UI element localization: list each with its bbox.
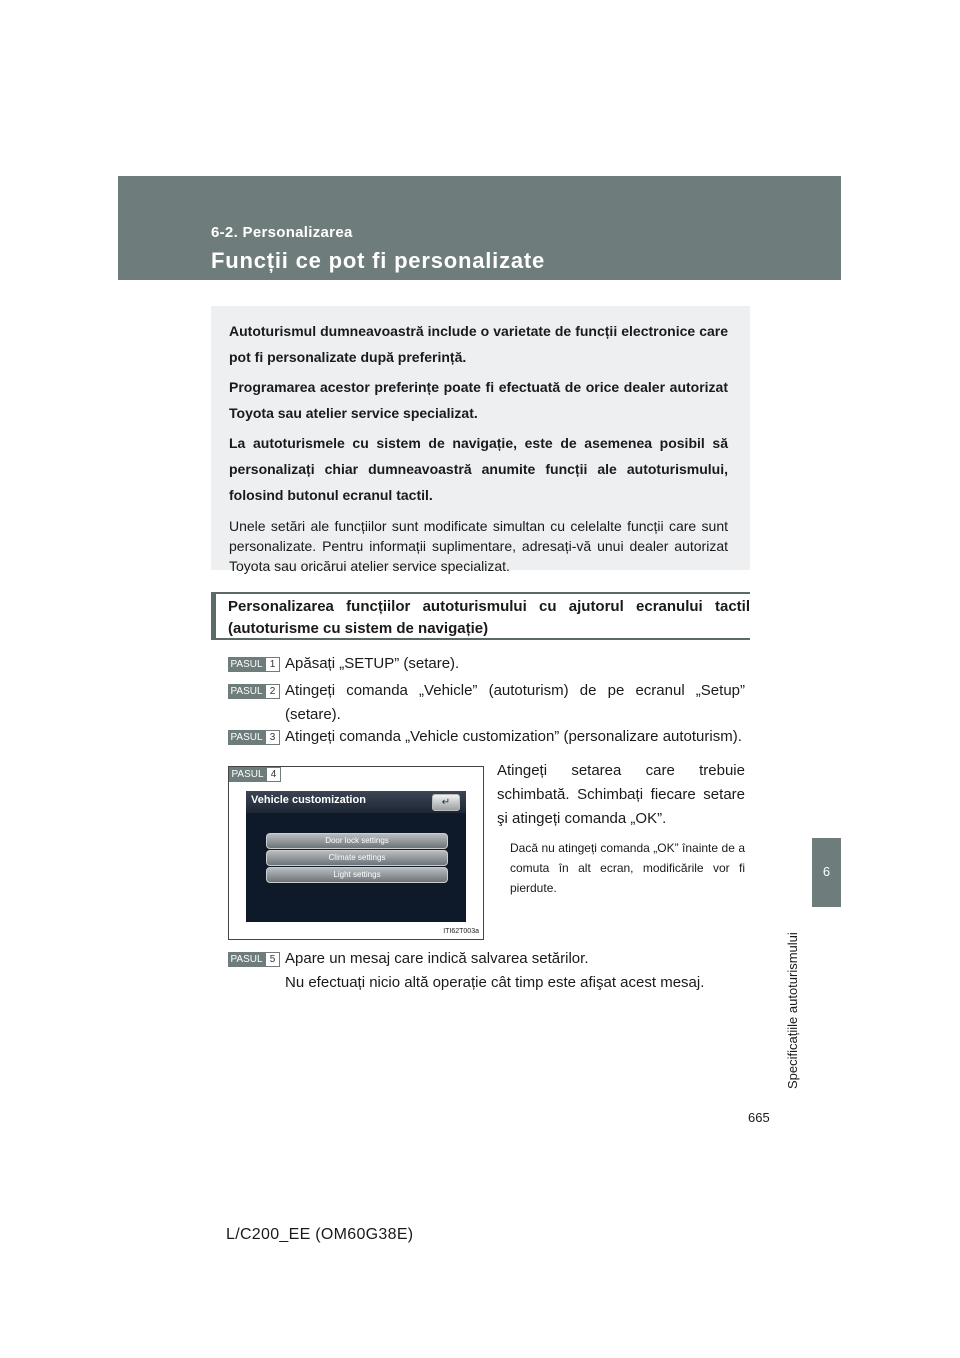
step-badge-5 [228,952,280,967]
light-settings-button[interactable]: Light settings [266,867,448,883]
intro-paragraph-3: La autoturismele cu sistem de navigație, este de asemenea posibil să personalizați chiar dumneavoastră anumite funcții ale autoturismului, folosind butonul ecranul tactil. [229,435,728,503]
subsection-heading: Personalizarea funcțiilor autoturismului cu ajutorul ecranului tactil (autoturisme cu sistem de navigație) [211,592,750,640]
step-badge-number: 4 [266,767,281,782]
return-arrow-icon[interactable]: ↵ [432,794,460,811]
figure-code: ITI62T003a [443,928,479,935]
step-4-note: Dacă nu atingeți comanda „OK” înainte de a comuta în alt ecran, modificările vor fi pierdute. [510,841,745,895]
climate-settings-button[interactable]: Climate settings [266,850,448,866]
step-5-text: Apare un mesaj care indică salvarea setărilor. [285,950,589,967]
intro-paragraph-1: Autoturismul dumneavoastră include o varietate de funcții electronice care pot fi personalizate după preferință. [229,323,728,365]
step-badge-1 [228,657,280,672]
screen-title: Vehicle customization [251,794,366,806]
page-title: Funcții ce pot fi personalizate [211,248,546,273]
chapter-tab [812,838,841,907]
step-badge-3 [228,730,280,745]
nav-screen [246,791,466,922]
step-badge-word: PASUL [228,684,265,699]
chapter-number: 6 [822,864,831,879]
step-2-text: Atingeți comanda „Vehicle” (autoturism) de pe ecranul „Setup” (setare). [285,682,745,723]
chapter-label: Specificațiile autoturismului [785,932,800,1089]
step-badge-word: PASUL [229,767,266,782]
step-badge-word: PASUL [228,730,265,745]
vehicle-customization-figure [228,766,484,940]
step-5-text-2: Nu efectuați nicio altă operație cât timp este afişat acest mesaj. [285,974,705,991]
step-badge-number: 5 [265,952,280,967]
page-number: 665 [748,1110,770,1125]
door-lock-settings-button[interactable]: Door lock settings [266,833,448,849]
step-badge-number: 3 [265,730,280,745]
document-footer: L/C200_EE (OM60G38E) [226,1226,414,1243]
intro-paragraph-2: Programarea acestor preferințe poate fi efectuată de orice dealer autorizat Toyota sau atelier service specializat. [229,379,728,421]
intro-note: Unele setări ale funcțiilor sunt modificate simultan cu celelalte funcții care sunt personalizate. Pentru informații suplimentare, adresați-vă unui dealer autorizat Toyota sau oricărui atelier service specializat. [229,518,728,574]
step-badge-word: PASUL [228,952,265,967]
step-badge-number: 1 [265,657,280,672]
step-badge-number: 2 [265,684,280,699]
step-4-text: Atingeți setarea care trebuie schimbată. Schimbați fiecare setare şi atingeți comanda „OK”. [497,762,745,827]
step-badge-2 [228,684,280,699]
screen-title-bar [246,791,466,813]
step-badge-4 [229,767,281,782]
intro-box [211,306,750,574]
step-1-text: Apăsați „SETUP” (setare). [285,655,460,672]
step-3-text: Atingeți comanda „Vehicle customization” (personalizare autoturism). [285,728,742,745]
section-label: 6-2. Personalizarea [211,224,353,241]
step-badge-word: PASUL [228,657,265,672]
